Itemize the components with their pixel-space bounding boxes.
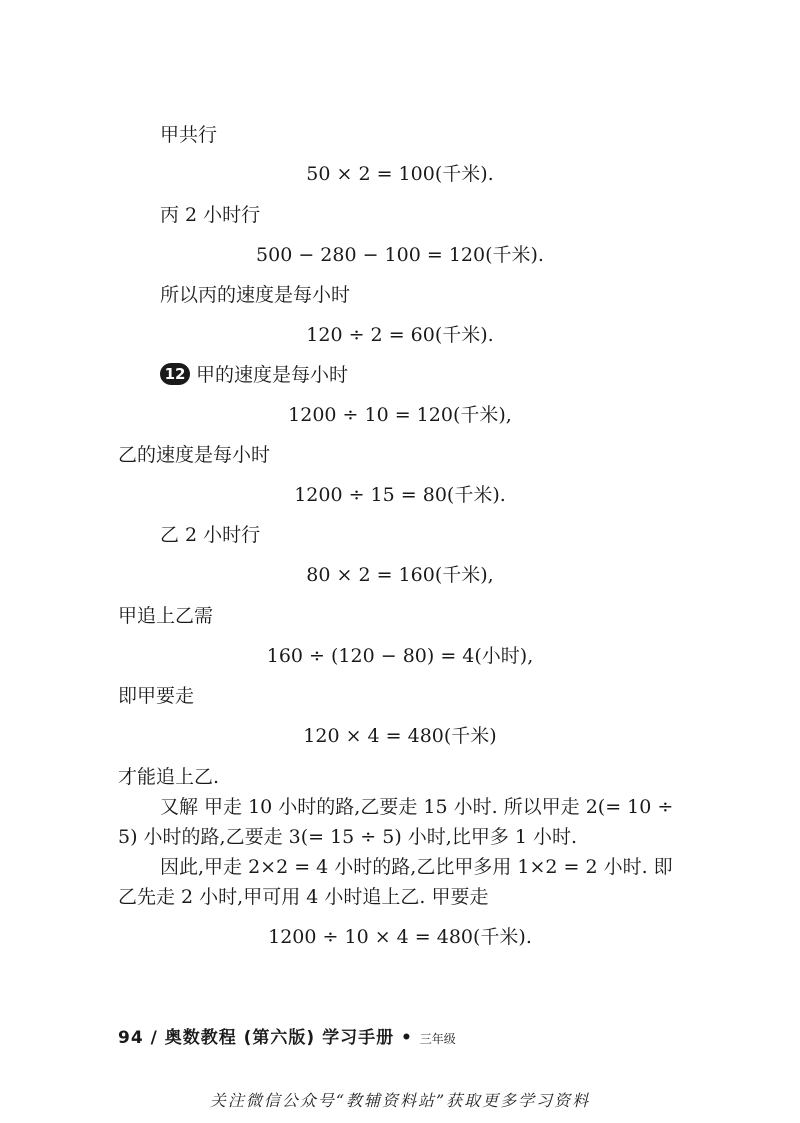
problem-12-line bbox=[160, 361, 348, 389]
text-line: 甲追上乙需 bbox=[118, 605, 214, 627]
problem-number-badge: 12 bbox=[160, 363, 190, 385]
equation: 1200 ÷ 10 × 4 = 480(千米). bbox=[268, 926, 532, 948]
book-title: / 奥数教程 (第六版) 学习手册 • bbox=[143, 1028, 420, 1048]
text-line: 才能追上乙. bbox=[118, 766, 220, 788]
text-line: 又解 甲走 10 小时的路,乙要走 15 小时. 所以甲走 2(= 10 ÷ bbox=[160, 796, 674, 818]
text-line: 甲的速度是每小时 bbox=[196, 364, 349, 386]
text-line: 5) 小时的路,乙要走 3(= 15 ÷ 5) 小时,比甲多 1 小时. bbox=[118, 826, 578, 848]
page-footer bbox=[118, 1023, 456, 1048]
equation: 160 ÷ (120 − 80) = 4(小时), bbox=[266, 645, 534, 667]
equation: 1200 ÷ 10 = 120(千米), bbox=[288, 404, 512, 426]
text-line: 乙 2 小时行 bbox=[160, 524, 261, 546]
equation: 1200 ÷ 15 = 80(千米). bbox=[294, 484, 506, 506]
equation: 50 × 2 = 100(千米). bbox=[306, 163, 494, 185]
equation: 500 − 280 − 100 = 120(千米). bbox=[256, 244, 544, 266]
text-line: 丙 2 小时行 bbox=[160, 204, 261, 226]
text-line: 乙先走 2 小时,甲可用 4 小时追上乙. 甲要走 bbox=[118, 886, 489, 908]
text-line: 因此,甲走 2×2 = 4 小时的路,乙比甲多用 1×2 = 2 小时. 即 bbox=[160, 856, 673, 878]
text-line: 即甲要走 bbox=[118, 685, 195, 707]
text-line: 甲共行 bbox=[160, 124, 218, 146]
grade-label: 三年级 bbox=[419, 1032, 456, 1046]
equation: 120 ÷ 2 = 60(千米). bbox=[306, 324, 494, 346]
equation: 80 × 2 = 160(千米), bbox=[306, 564, 494, 586]
text-line: 乙的速度是每小时 bbox=[118, 444, 271, 466]
equation: 120 × 4 = 480(千米) bbox=[303, 725, 497, 747]
page-number: 94 bbox=[118, 1028, 144, 1048]
text-line: 所以丙的速度是每小时 bbox=[160, 284, 351, 306]
watermark-text: 关注微信公众号“教辅资料站”获取更多学习资料 bbox=[209, 1091, 591, 1110]
